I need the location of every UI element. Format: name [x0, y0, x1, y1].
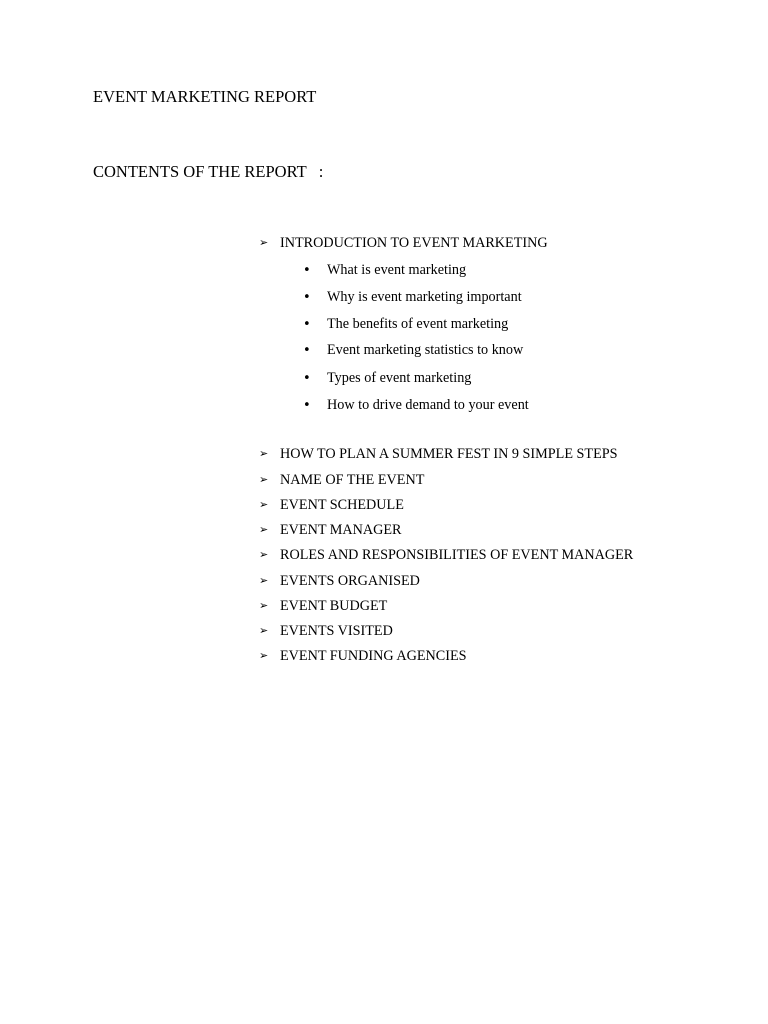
toc-section-label: EVENTS ORGANISED — [280, 573, 420, 589]
toc-section-label: EVENT SCHEDULE — [280, 497, 404, 513]
toc-section-name-of-event — [259, 471, 424, 489]
bullet-icon: • — [303, 317, 311, 332]
arrow-bullet-icon: ➢ — [259, 447, 269, 460]
toc-section-event-manager — [259, 521, 402, 539]
toc-subitem — [303, 396, 529, 415]
toc-subitem-label: The benefits of event marketing — [327, 316, 509, 332]
toc-subitem-label: Why is event marketing important — [327, 289, 522, 305]
arrow-bullet-icon: ➢ — [259, 523, 269, 536]
arrow-bullet-icon: ➢ — [259, 473, 269, 486]
arrow-bullet-icon: ➢ — [259, 624, 269, 637]
arrow-bullet-icon: ➢ — [259, 649, 269, 662]
toc-section-event-budget — [259, 597, 387, 615]
toc-section-events-organised — [259, 572, 420, 590]
toc-section-label: HOW TO PLAN A SUMMER FEST IN 9 SIMPLE STEPS — [280, 446, 618, 462]
bullet-icon: • — [303, 343, 311, 358]
bullet-icon: • — [303, 398, 311, 413]
toc-subitem — [303, 369, 471, 388]
report-title: EVENT MARKETING REPORT — [93, 87, 317, 106]
arrow-bullet-icon: ➢ — [259, 574, 269, 587]
contents-heading: CONTENTS OF THE REPORT : — [93, 162, 324, 181]
arrow-bullet-icon: ➢ — [259, 548, 269, 561]
toc-section-introduction — [259, 234, 548, 252]
toc-subitem-label: What is event marketing — [327, 262, 467, 278]
toc-section-event-schedule — [259, 496, 404, 514]
toc-section-label: EVENT BUDGET — [280, 598, 388, 614]
toc-section-events-visited — [259, 622, 393, 640]
arrow-bullet-icon: ➢ — [259, 599, 269, 612]
bullet-icon: • — [303, 371, 311, 386]
toc-section-roles — [259, 546, 633, 564]
toc-subitem — [303, 288, 522, 307]
toc-section-label: EVENTS VISITED — [280, 623, 393, 639]
arrow-bullet-icon: ➢ — [259, 498, 269, 511]
toc-section-label: NAME OF THE EVENT — [280, 472, 425, 488]
bullet-icon: • — [303, 263, 311, 278]
toc-subitem — [303, 315, 508, 334]
toc-subitem-label: How to drive demand to your event — [327, 397, 529, 413]
toc-subitem — [303, 341, 523, 360]
toc-section-summer-fest — [259, 445, 618, 463]
toc-section-label: INTRODUCTION TO EVENT MARKETING — [280, 235, 548, 251]
toc-section-label: EVENT FUNDING AGENCIES — [280, 648, 467, 664]
toc-section-label: ROLES AND RESPONSIBILITIES OF EVENT MANAGER — [280, 547, 634, 563]
bullet-icon: • — [303, 290, 311, 305]
toc-subitem-label: Types of event marketing — [327, 370, 472, 386]
toc-section-label: EVENT MANAGER — [280, 522, 402, 538]
arrow-bullet-icon: ➢ — [259, 236, 269, 249]
toc-subitem-label: Event marketing statistics to know — [327, 342, 524, 358]
toc-section-funding-agencies — [259, 647, 467, 665]
toc-subitem — [303, 261, 466, 280]
